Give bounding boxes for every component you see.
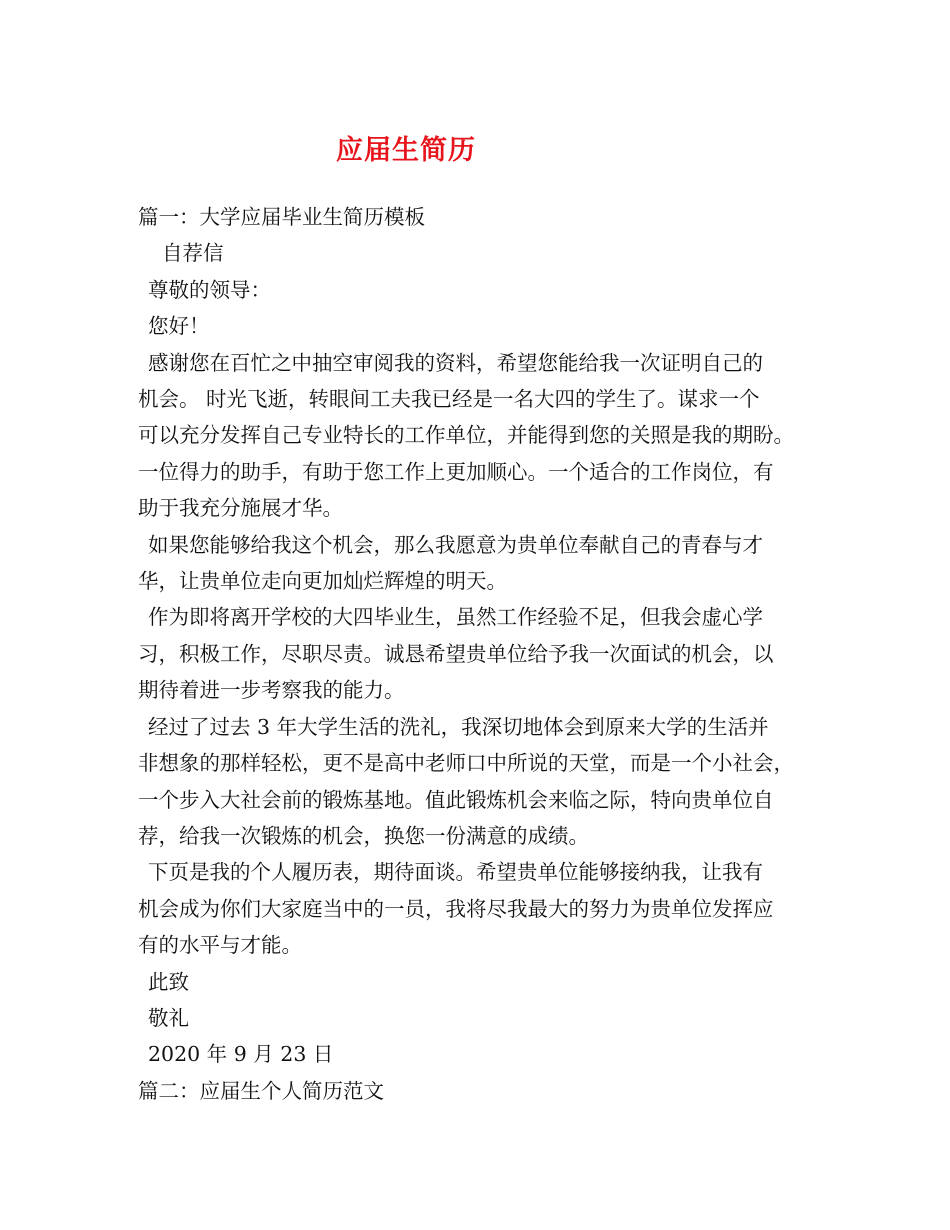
body-line: 习，积极工作，尽职尽责。诚恳希望贵单位给予我一次面试的机会，以	[138, 641, 774, 666]
body-line: 如果您能够给我这个机会，那么我愿意为贵单位奉献自己的青春与才	[148, 532, 763, 557]
body-line: 下页是我的个人履历表，期待面谈。希望贵单位能够接纳我，让我有	[148, 860, 763, 885]
greeting: 您好！	[148, 314, 210, 339]
body-line: 华，让贵单位走向更加灿烂辉煌的明天。	[138, 569, 507, 594]
document-title: 应届生简历	[336, 135, 476, 166]
body-line: 机会。 时光飞逝，转眼间工夫我已经是一名大四的学生了。谋求一个	[138, 387, 760, 412]
body-line: 助于我充分施展才华。	[138, 496, 343, 521]
letter-title: 自荐信	[162, 241, 224, 266]
body-line: 可以充分发挥自己专业特长的工作单位，并能得到您的关照是我的期盼。	[138, 423, 794, 448]
body-line: 非想象的那样轻松，更不是高中老师口中所说的天堂，而是一个小社会，	[138, 751, 794, 776]
salutation: 尊敬的领导：	[148, 277, 271, 302]
document-body	[138, 199, 828, 1109]
closing-line: 此致	[148, 969, 189, 994]
body-line: 一位得力的助手，有助于您工作上更加顺心。一个适合的工作岗位，有	[138, 459, 774, 484]
section-heading-2: 篇二：应届生个人简历范文	[138, 1078, 384, 1103]
body-line: 期待着进一步考察我的能力。	[138, 678, 405, 703]
body-line: 作为即将离开学校的大四毕业生，虽然工作经验不足，但我会虚心学	[148, 605, 763, 630]
body-line: 一个步入大社会前的锻炼基地。值此锻炼机会来临之际，特向贵单位自	[138, 787, 774, 812]
body-line: 机会成为你们大家庭当中的一员，我将尽我最大的努力为贵单位发挥应	[138, 896, 774, 921]
body-line: 有的水平与才能。	[138, 933, 302, 958]
body-line: 感谢您在百忙之中抽空审阅我的资料，希望您能给我一次证明自己的	[148, 350, 763, 375]
section-heading-1: 篇一：大学应届毕业生简历模板	[138, 205, 425, 229]
body-line: 荐，给我一次锻炼的机会，换您一份满意的成绩。	[138, 823, 589, 848]
letter-date: 2020 年 9 月 23 日	[148, 1042, 334, 1067]
body-line: 经过了过去 3 年大学生活的洗礼，我深切地体会到原来大学的生活并	[148, 714, 769, 739]
closing-line: 敬礼	[148, 1005, 189, 1030]
